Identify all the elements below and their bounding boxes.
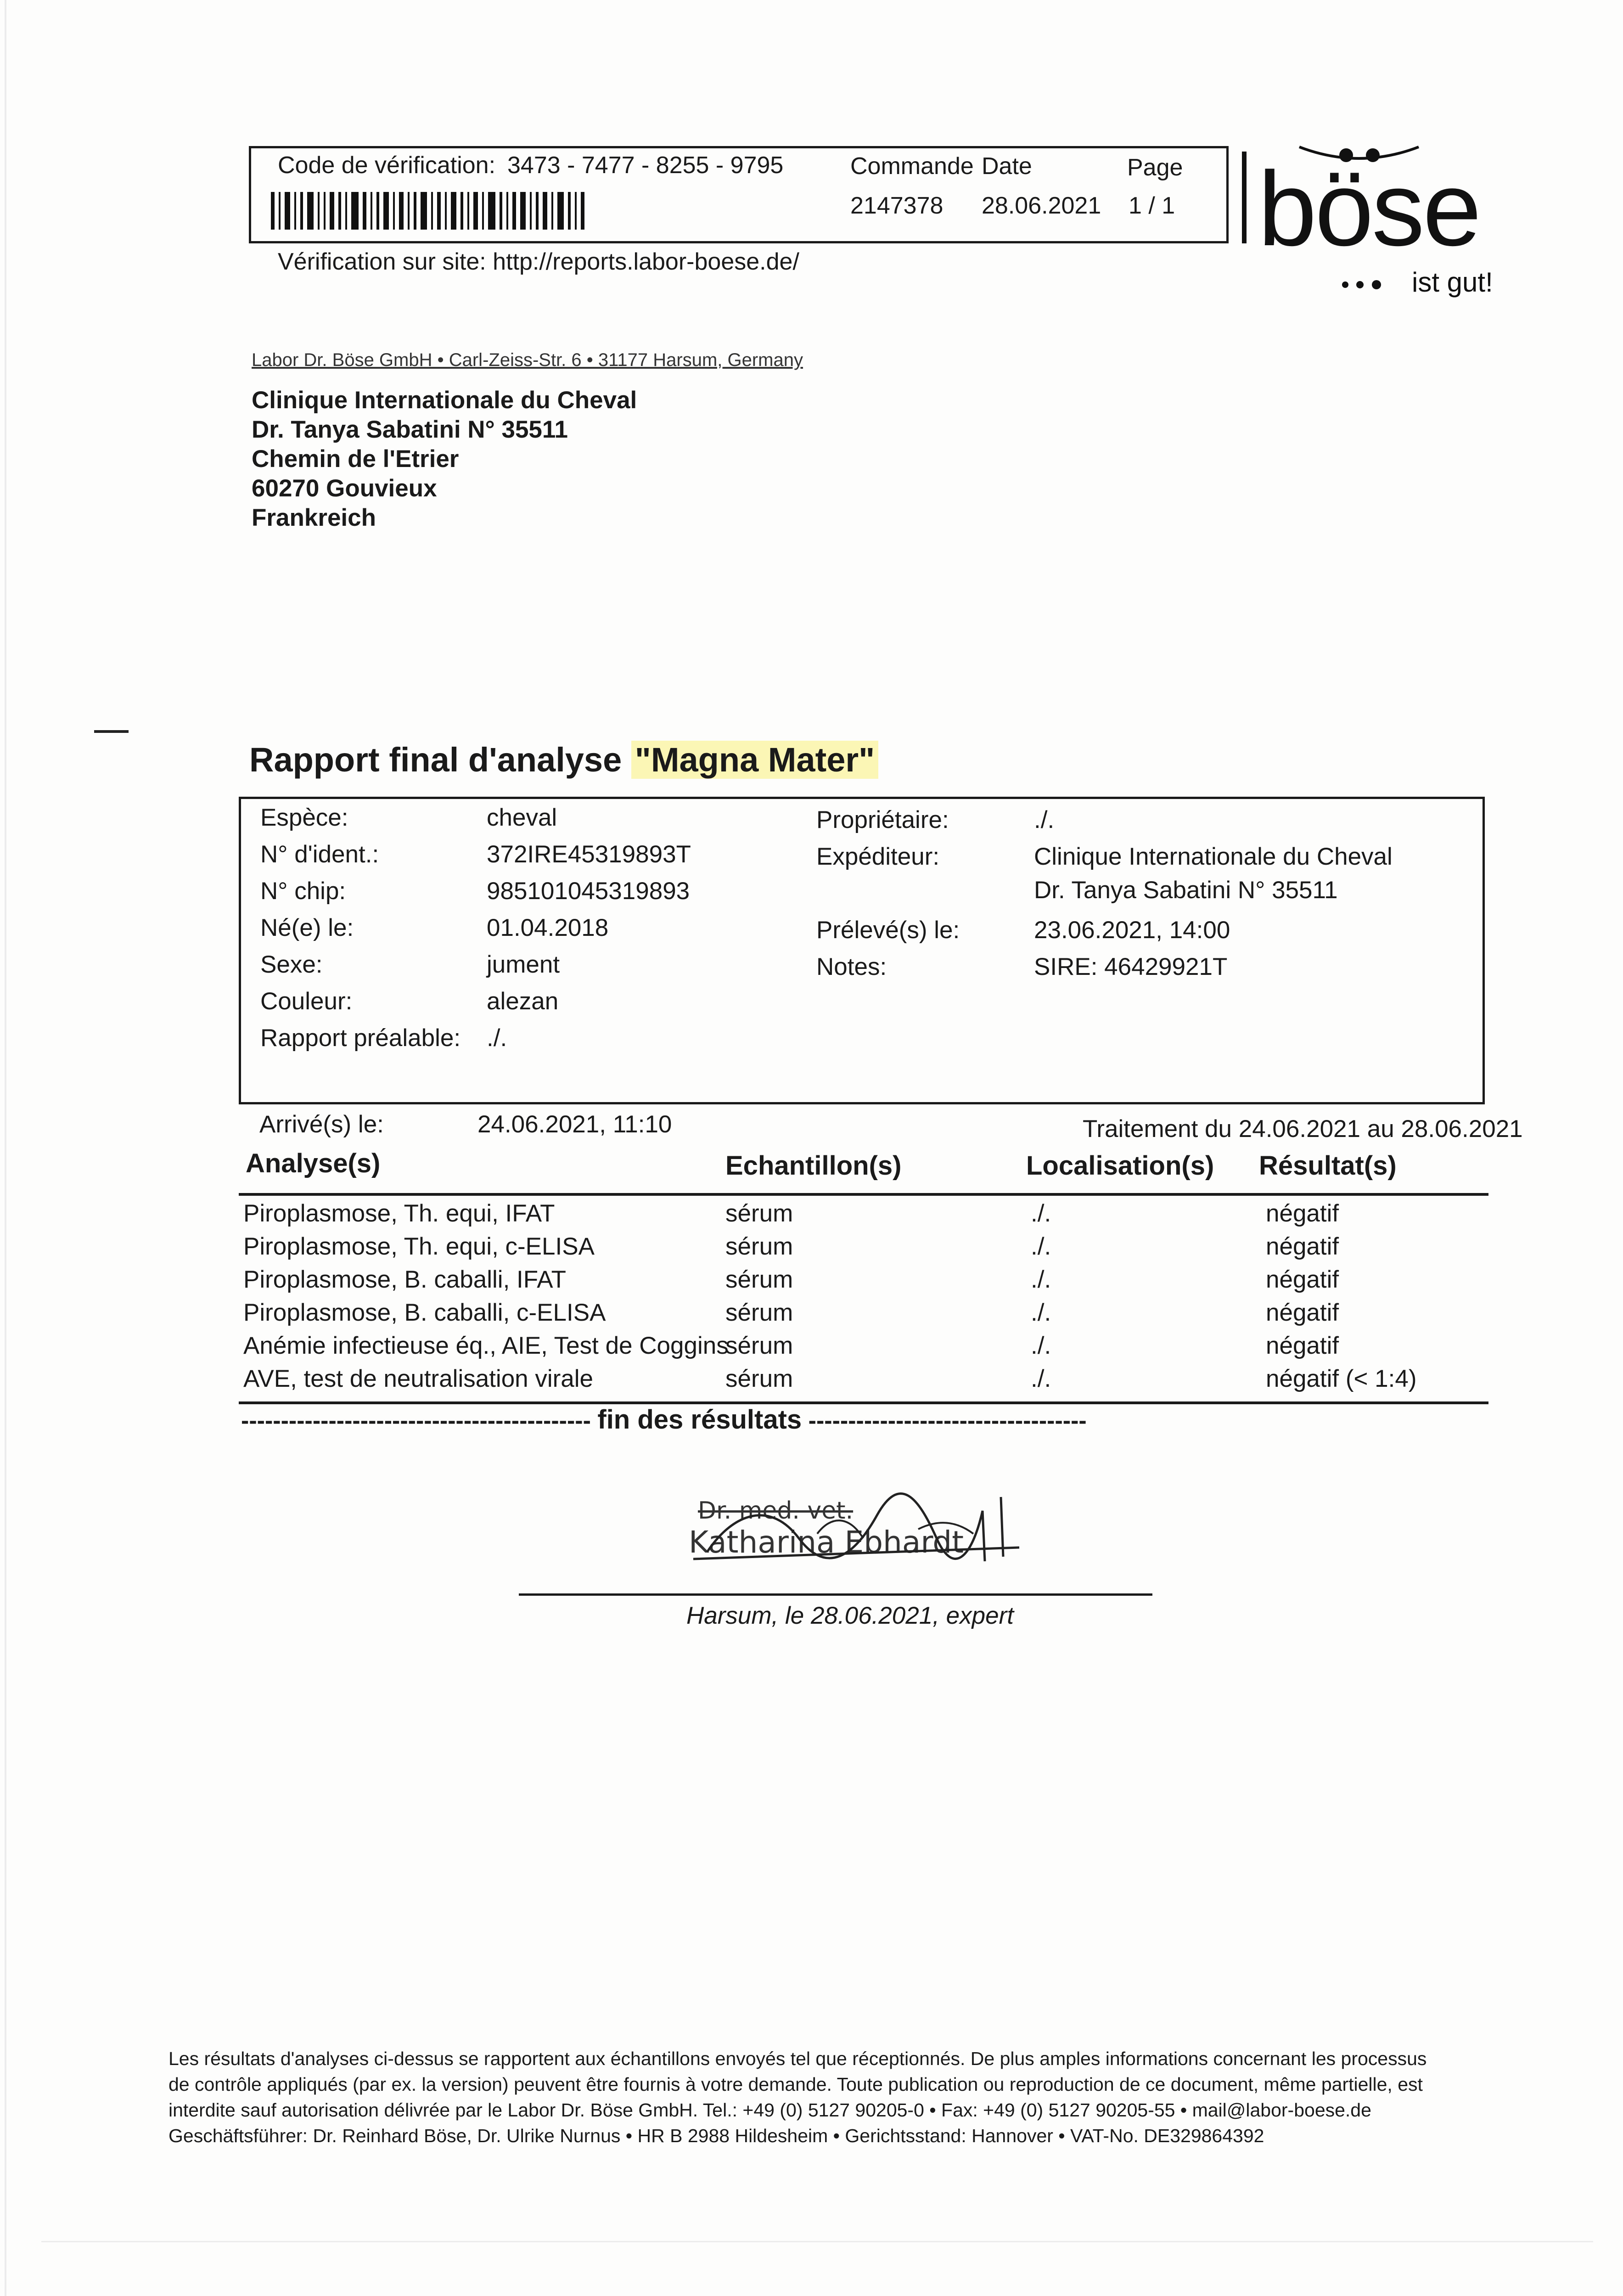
end-of-results-label: fin des résultats [597,1405,802,1435]
barcode-bar [330,192,334,230]
barcode-bar [307,192,314,230]
end-of-results [241,1404,1087,1435]
barcode-bar [408,192,410,230]
logo-brand: böse [1258,150,1480,268]
barcode-bar [500,192,502,230]
result-cell-analysis: Piroplasmose, Th. equi, IFAT [243,1200,555,1227]
sampled-label: Prélevé(s) le: [816,917,960,944]
end-dashes-right: ----------------------------------- [808,1407,1087,1434]
table-header-rule [239,1193,1488,1196]
sex-label: Sexe: [260,951,323,978]
recipient-address [252,386,637,533]
footer-disclaimer [168,2046,1445,2149]
species-value: cheval [487,804,557,831]
barcode-bar [338,192,341,230]
barcode-bar [294,192,296,230]
signature-line [519,1593,1152,1596]
col-header-analysis: Analyse(s) [246,1148,381,1178]
recipient-line: 60270 Gouvieux [252,475,437,502]
barcode-bar [300,192,303,230]
result-cell-sample: sérum [725,1266,793,1293]
result-cell-location: ./. [1031,1233,1051,1260]
barcode-bar [473,192,478,230]
ident-label: N° d'ident.: [260,841,379,868]
barcode-bar [437,192,441,230]
result-cell-result: négatif [1266,1332,1339,1359]
verification-site: Vérification sur site: http://reports.labor-boese.de/ [278,248,799,275]
order-number: 2147378 [850,192,943,219]
footer-line: de contrôle appliqués (par ex. la version) peuvent être fournis à votre demande. Toute publication ou reproduction de ce document, même partielle, est [168,2074,1423,2095]
date-label: Date [982,153,1032,180]
barcode-bar [421,192,427,230]
owner-value: ./. [1034,806,1055,833]
born-label: Né(e) le: [260,914,354,941]
arrival-value: 24.06.2021, 11:10 [477,1111,672,1138]
verification-code: 3473 - 7477 - 8255 - 9795 [507,152,784,179]
result-cell-analysis: AVE, test de neutralisation virale [243,1365,594,1392]
result-cell-analysis: Piroplasmose, B. caballi, c-ELISA [243,1299,606,1326]
barcode-bar [536,192,539,230]
result-cell-sample: sérum [725,1200,793,1227]
footer-line: Les résultats d'analyses ci-dessus se rapportent aux échantillons envoyés tel que réceptionnés. De plus amples informations concernant les processus [168,2048,1427,2069]
end-dashes-left: -------------------------------------------- [241,1407,591,1434]
barcode-bar [451,192,456,230]
barcode-bar [371,192,372,230]
color-value: alezan [487,988,559,1015]
footer-line: Geschäftsführer: Dr. Reinhard Böse, Dr. Ulrike Nurnus • HR B 2988 Hildesheim • Gerichtsstand: Hannover • VAT-No. DE329864392 [168,2125,1264,2146]
ident-value: 372IRE45319893T [487,841,691,868]
date-value: 28.06.2021 [982,192,1101,219]
col-header-result: Résultat(s) [1259,1151,1397,1181]
result-cell-location: ./. [1031,1200,1051,1227]
barcode-bar [581,192,584,230]
barcode-bar [506,192,508,230]
notes-value: SIRE: 46429921T [1034,953,1228,980]
signature-stamp-title: Dr. med. vet. [698,1497,854,1525]
sex-value: jument [487,951,560,978]
barcode-bar [345,192,347,230]
footer-line: interdite sauf autorisation délivrée par le Labor Dr. Böse GmbH. Tel.: +49 (0) 5127 90205-0 • Fax: +49 (0) 5127 90205-55 • mail@labor-boese.de [168,2099,1371,2121]
arrival-label: Arrivé(s) le: [259,1111,384,1138]
barcode-bar [551,192,553,230]
barcode-bar [324,192,326,230]
barcode-bar [431,192,433,230]
logo-bullets-icon [1341,278,1387,292]
barcode-bar [520,192,526,230]
owner-label: Propriétaire: [816,806,949,833]
col-header-sample: Echantillon(s) [725,1151,902,1181]
barcode-bar [467,192,469,230]
fold-mark [94,730,129,733]
color-label: Couleur: [260,988,353,1015]
result-cell-analysis: Piroplasmose, B. caballi, IFAT [243,1266,567,1293]
barcode-bar [279,192,281,230]
result-cell-result: négatif [1266,1266,1339,1293]
report-title [249,740,878,779]
born-value: 01.04.2018 [487,914,609,941]
barcode-bar [399,192,404,230]
logo-tagline: ist gut! [1412,267,1493,298]
signature-stamp-name: Katharina Ebhardt [689,1525,964,1560]
result-cell-location: ./. [1031,1365,1051,1392]
result-cell-result: négatif [1266,1299,1339,1326]
recipient-line: Chemin de l'Etrier [252,445,459,473]
barcode-bar [376,192,379,230]
chip-label: N° chip: [260,878,346,905]
page-label: Page [1127,154,1183,181]
signature-caption: Harsum, le 28.06.2021, expert [686,1602,1014,1629]
chip-value: 985101045319893 [487,878,690,905]
verification-code-label: Code de vérification: [278,152,496,179]
barcode-bar [557,192,564,230]
barcode-bar [285,192,290,230]
recipient-line: Dr. Tanya Sabatini N° 35511 [252,416,568,443]
scan-edge [5,0,6,2296]
barcode-bar [351,192,359,230]
result-cell-location: ./. [1031,1299,1051,1326]
col-header-location: Localisation(s) [1026,1151,1214,1181]
shipper-line: Clinique Internationale du Cheval [1034,843,1393,870]
result-cell-location: ./. [1031,1266,1051,1293]
sender-line: Labor Dr. Böse GmbH • Carl-Zeiss-Str. 6 • 31177 Harsum, Germany [252,350,803,370]
result-cell-analysis: Piroplasmose, Th. equi, c-ELISA [243,1233,595,1260]
scan-edge-bottom [41,2241,1593,2242]
result-cell-result: négatif [1266,1233,1339,1260]
barcode-bar [414,192,416,230]
barcode-bar [568,192,571,230]
result-cell-sample: sérum [725,1233,793,1260]
handwritten-signature [680,1483,1028,1570]
result-cell-analysis: Anémie infectieuse éq., AIE, Test de Coggins [243,1332,729,1359]
result-cell-sample: sérum [725,1365,793,1392]
barcode-bar [482,192,484,230]
barcode-bar [575,192,577,230]
barcode-bar [543,192,547,230]
barcode [271,192,589,230]
report-title-prefix: Rapport final d'analyse [249,741,631,779]
barcode-bar [445,192,447,230]
result-cell-location: ./. [1031,1332,1051,1359]
barcode-bar [530,192,532,230]
prior-report-value: ./. [487,1024,507,1052]
result-cell-result: négatif (< 1:4) [1266,1365,1417,1392]
barcode-bar [363,192,366,230]
recipient-line: Frankreich [252,504,376,531]
logo-divider [1242,152,1247,243]
shipper-label: Expéditeur: [816,843,940,870]
result-cell-sample: sérum [725,1299,793,1326]
barcode-bar [318,192,320,230]
order-label: Commande [850,153,974,180]
species-label: Espèce: [260,804,348,831]
page-value: 1 / 1 [1129,192,1175,219]
barcode-bar [383,192,389,230]
sampled-value: 23.06.2021, 14:00 [1034,917,1230,944]
barcode-bar [461,192,463,230]
barcode-bar [393,192,395,230]
result-cell-sample: sérum [725,1332,793,1359]
shipper-line: Dr. Tanya Sabatini N° 35511 [1034,877,1338,904]
recipient-line: Clinique Internationale du Cheval [252,387,637,414]
prior-report-label: Rapport préalable: [260,1024,461,1052]
processing-period: Traitement du 24.06.2021 au 28.06.2021 [1083,1115,1523,1142]
result-cell-result: négatif [1266,1200,1339,1227]
notes-label: Notes: [816,953,887,980]
barcode-bar [271,192,275,230]
report-title-name: "Magna Mater" [631,741,878,779]
barcode-bar [512,192,516,230]
barcode-bar [488,192,495,230]
